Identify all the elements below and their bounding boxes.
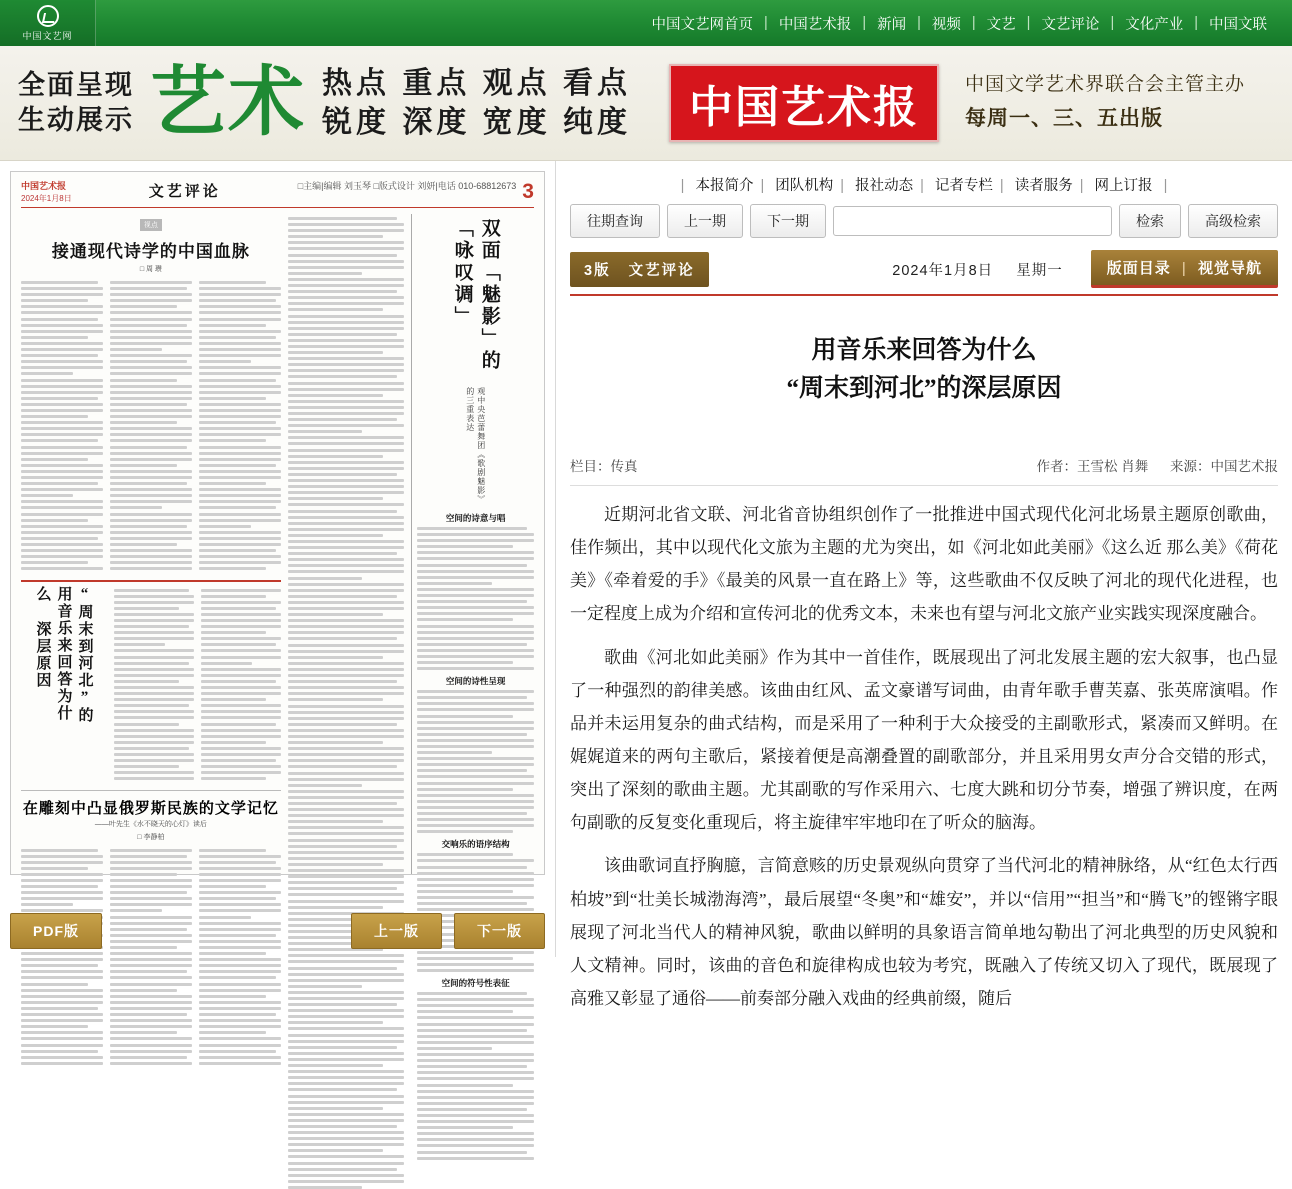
article-paragraph: 该曲歌词直抒胸臆，言简意赅的历史景观纵向贯穿了当代河北的精神脉络，从“红色太行西柏坡”到“壮美长城渤海湾”，最后展望“冬奥”和“雄安”，并以“信用”“担当”和“腾飞”的铿锵字眼展现了河北当代人的精神风貌，歌曲以鲜明的具象语言简单地勾勒出了河北典型的历史风貌和人文精神。同时，该曲的音色和旋律构成也较为考究，既融入了传统又切入了现代，既展现了高雅又彰显了通俗——前奏部分融入戏曲的经典前缀，随后	[570, 856, 1278, 1008]
nav-separator: |	[917, 15, 921, 31]
previous-issue-button[interactable]: 上一期	[667, 204, 743, 238]
paper-text-lines	[114, 589, 194, 781]
paper-sidebox-section-4: 空间的符号性表征	[441, 978, 510, 989]
sidebar-item-team[interactable]: 团队机构	[775, 178, 834, 194]
page-tag-number: 3版	[584, 262, 611, 279]
paper-brand-block	[21, 180, 72, 204]
button-separator: |	[1181, 260, 1187, 277]
paper-article3-body	[21, 846, 281, 1068]
paper-text-lines	[201, 589, 281, 781]
paper-text-lines	[21, 849, 103, 1065]
paper-text-lines	[110, 849, 192, 1065]
article-headline	[570, 332, 1278, 407]
nav-separator: |	[680, 178, 685, 194]
nav-item-art-paper[interactable]: 中国艺术报	[778, 16, 852, 33]
issue-meta-bar	[570, 250, 1278, 288]
secondary-navigation	[570, 171, 1278, 204]
paper-article3-byline: □ 李静柏	[137, 833, 165, 841]
paper-column-middle	[288, 214, 405, 874]
nav-separator: |	[1026, 15, 1031, 31]
paper-sidebox-subtitle: 观中央芭蕾舞团《歌剧魅影》的三重表达	[465, 387, 486, 504]
paper-body-col	[110, 846, 192, 1068]
issue-date	[892, 259, 1062, 280]
paper-body-col	[199, 846, 281, 1068]
paper-text-lines	[417, 992, 534, 1160]
paper-text-lines	[110, 281, 192, 570]
page-nav-buttons	[351, 913, 545, 949]
sidebar-item-about[interactable]: 本报简介	[695, 178, 754, 194]
paper-article3-subtitle: ——叶先生《水不晓天的心灯》读后	[94, 820, 207, 828]
nav-separator: |	[760, 178, 765, 194]
nav-separator: |	[1163, 178, 1168, 194]
paper-brand: 中国艺术报	[21, 181, 67, 191]
nav-separator: |	[862, 15, 867, 31]
nav-separator: |	[1110, 15, 1115, 31]
catalog-button[interactable]: 版面目录	[1106, 260, 1171, 277]
publish-schedule-line: 每周一、三、五出版	[965, 107, 1164, 131]
previous-page-button[interactable]: 上一版	[351, 913, 442, 949]
nav-separator: |	[999, 178, 1004, 194]
article-paragraph: 歌曲《河北如此美丽》作为其中一首佳作，既展现出了河北发展主题的宏大叙事，也凸显了一种强烈的韵律美感。该曲由红风、孟文豪谱写词曲，由青年歌手曹芙嘉、张英席演唱。作品并未运用复杂的曲式结构，而是采用了一种利于大众接受的主副歌形式，紧凑而又鲜明。在娓娓道来的两句主歌后，紧接着便是高潮叠置的副歌部分，并且采用男女声分合交错的形式，突出了深刻的歌曲主题。尤其副歌的写作采用六、七度大跳和切分节奏，增强了辨识度，在两句副歌的反复变化重现后，将主旋律牢牢地印在了听众的脑海。	[570, 647, 1278, 833]
author-value: 王雪松 肖舞	[1076, 459, 1149, 474]
pdf-version-button[interactable]: PDF版	[10, 913, 102, 949]
logo-circle-icon	[37, 5, 59, 27]
source-value: 中国艺术报	[1210, 459, 1278, 474]
article-body	[570, 498, 1278, 1015]
paper-sidebox-section-1: 空间的诗意与唱	[445, 513, 506, 523]
search-toolbar	[570, 204, 1278, 238]
paper-divider	[21, 790, 281, 791]
nav-separator: |	[971, 15, 976, 31]
banner-keywords-line2: 锐度 深度 宽度 纯度	[322, 106, 632, 139]
paper-header	[21, 180, 534, 208]
top-nav-links	[641, 13, 1278, 34]
article-column-info	[570, 455, 638, 475]
author-label: 作者：	[1036, 459, 1077, 474]
paper-divider	[21, 580, 281, 582]
next-page-button[interactable]: 下一版	[454, 913, 545, 949]
paper-body-col	[199, 278, 281, 574]
paper-editor-info: □主编|编辑 刘玉琴 □版式设计 刘妍|电话 010-68812673	[297, 181, 517, 191]
visual-nav-button[interactable]: 视觉导航	[1197, 260, 1262, 277]
main-content	[0, 161, 1292, 1008]
paper-article2-vertical-title: “周末到河北”的 用音乐来回答为什么 深层原因	[34, 585, 93, 724]
paper-text-lines	[199, 849, 281, 1065]
site-banner	[0, 46, 1292, 161]
search-input[interactable]	[833, 206, 1112, 236]
paper-section-title: 文艺评论	[148, 183, 221, 200]
column-value: 传真	[610, 459, 638, 474]
banner-slogan-right	[322, 64, 631, 142]
paper-body-col	[21, 846, 103, 1068]
paper-text-lines	[288, 217, 405, 1189]
site-logo[interactable]	[0, 0, 96, 46]
banner-big-word: 艺术	[150, 60, 306, 145]
nav-separator: |	[840, 178, 845, 194]
nav-item-criticism[interactable]: 文艺评论	[1041, 16, 1100, 33]
sidebar-item-subscribe[interactable]: 网上订报	[1094, 178, 1153, 194]
banner-slogan-line1: 全面呈现	[18, 70, 134, 101]
page-catalog-nav[interactable]	[1091, 250, 1278, 288]
search-button[interactable]: 检索	[1119, 204, 1181, 238]
paper-text-lines	[199, 281, 281, 570]
banner-publisher-info	[965, 69, 1245, 137]
nav-separator: |	[1079, 178, 1084, 194]
article-byline	[570, 455, 1278, 486]
publisher-line: 中国文学艺术界联合会主管主办	[965, 74, 1246, 95]
logo-label: 中国文艺网	[22, 30, 73, 41]
banner-keywords-line1: 热点 重点 观点 看点	[322, 67, 632, 100]
nav-item-video[interactable]: 视频	[931, 16, 961, 33]
sidebar-item-reader-service[interactable]: 读者服务	[1014, 178, 1073, 194]
paper-text-lines	[417, 527, 534, 670]
nav-separator: |	[920, 178, 924, 194]
headline-line-1: 用音乐来回答为什么	[811, 337, 1037, 364]
top-navigation-bar	[0, 0, 1292, 46]
page-preview-buttons	[10, 913, 545, 949]
paper-page-number: 3	[522, 180, 534, 203]
nav-item-federation[interactable]: 中国文联	[1209, 16, 1267, 33]
advanced-search-button[interactable]: 高级检索	[1188, 204, 1278, 238]
paper-body-col	[21, 278, 103, 574]
newspaper-page-preview-pane	[0, 161, 556, 989]
paper-column-left	[21, 214, 281, 874]
paper-sidebox-section-2: 空间的诗性呈现	[445, 676, 506, 687]
paper-body-col	[114, 586, 194, 784]
paper-article3-title: 在雕刻中凸显俄罗斯民族的文学记忆	[22, 800, 279, 817]
paper-sidebox-title: 双面「魅影」的「咏叹调」	[451, 218, 500, 372]
page-tag-section: 文艺评论	[628, 262, 695, 279]
nav-separator: |	[764, 15, 768, 31]
article-pane	[556, 161, 1292, 1008]
page-tag-badge	[570, 252, 709, 287]
nav-item-news[interactable]: 新闻	[877, 16, 907, 33]
sidebar-item-reporter-column[interactable]: 记者专栏	[934, 178, 993, 194]
paper-article1-title: 接通现代诗学的中国血脉	[51, 242, 250, 261]
article-paragraph: 近期河北省文联、河北省音协组织创作了一批推进中国式现代化河北场景主题原创歌曲，佳作频出，其中以现代化文旅为主题的尤为突出，如《河北如此美丽》《这么近 那么美》《荷花美》《牵着爱的手》《最美的风景一直在路上》等，这些歌曲不仅反映了河北的现代化进程，也一定程度上成为介绍和宣传河北的优秀文本，未来也有望与河北文旅产业实践实现深度融合。	[570, 505, 1278, 624]
paper-article1-body	[21, 278, 281, 574]
column-label: 栏目：	[570, 459, 611, 474]
nav-item-literature[interactable]: 文艺	[986, 16, 1016, 33]
banner-slogan	[18, 60, 632, 145]
article-author-source	[1036, 455, 1278, 475]
nav-item-home[interactable]: 中国文艺网首页	[651, 16, 754, 33]
paper-body-col	[110, 278, 192, 574]
paper-middle-block	[21, 586, 281, 784]
paper-body-col	[201, 586, 281, 784]
banner-slogan-line2: 生动展示	[18, 105, 134, 135]
nav-separator: |	[1194, 15, 1198, 31]
banner-slogan-left	[18, 68, 134, 137]
nav-item-culture-industry[interactable]: 文化产业	[1125, 16, 1184, 33]
headline-line-2: “周末到河北”的深层原因	[786, 374, 1062, 402]
source-label: 来源：	[1170, 459, 1211, 474]
issue-weekday: 星期一	[1016, 262, 1063, 279]
paper-article1-tag: 视点	[140, 219, 162, 231]
newspaper-masthead: 中国艺术报	[669, 64, 939, 142]
paper-sidebox-section-3: 交响乐的语序结构	[441, 839, 510, 850]
paper-article1-byline: □ 周 瓒	[139, 266, 162, 273]
sidebar-item-news[interactable]: 报社动态	[855, 178, 914, 194]
meta-divider	[570, 294, 1278, 296]
paper-text-lines	[21, 281, 103, 570]
paper-text-lines	[417, 690, 534, 833]
issue-date-value: 2024年1月8日	[892, 262, 994, 279]
archive-query-button[interactable]: 往期查询	[570, 204, 660, 238]
paper-date: 2024年1月8日	[21, 193, 72, 203]
next-issue-button[interactable]: 下一期	[750, 204, 826, 238]
paper-vertical-headline-wrap[interactable]	[21, 586, 107, 784]
